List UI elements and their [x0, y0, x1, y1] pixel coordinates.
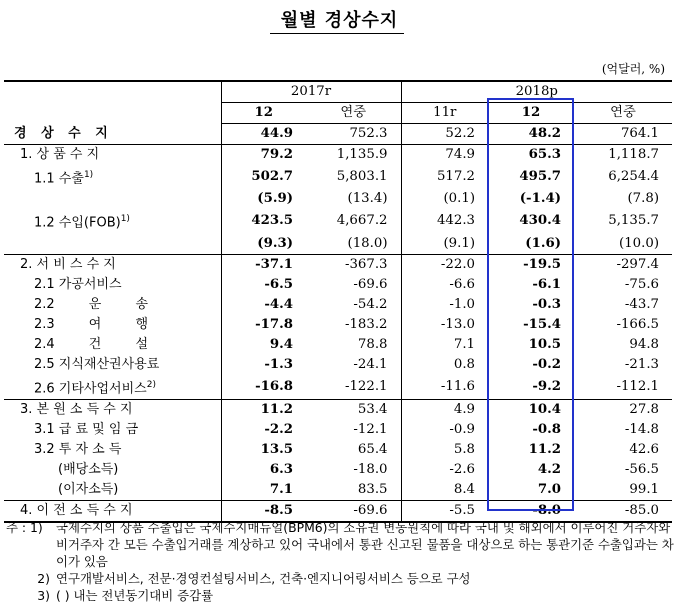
cell-value: -9.2: [532, 378, 562, 394]
table-row: [4, 189, 672, 209]
cell-value: -166.5: [616, 316, 660, 332]
cell-value: -54.2: [353, 296, 388, 312]
cell-value: 83.5: [357, 481, 388, 497]
table-row: [4, 399, 672, 420]
cell-value: 6.3: [221, 460, 306, 480]
cell-value: -15.4: [523, 316, 562, 332]
header-2017-12: 12: [221, 103, 306, 124]
row-label: [4, 234, 221, 255]
row-label: 2. 서 비 스 수 지: [4, 254, 221, 275]
cell-value: 10.4: [488, 399, 574, 420]
cell-value: -0.2: [532, 356, 562, 372]
cell-value: (-1.4): [519, 191, 562, 207]
cell-value: 52.2: [401, 124, 488, 145]
cell-value: 13.5: [221, 440, 306, 460]
cell-value: 442.3: [401, 209, 488, 233]
table-row: [4, 460, 672, 480]
table-row: [4, 335, 672, 355]
cell-value: -8.0: [488, 500, 574, 522]
cell-value: 10.5: [528, 336, 562, 352]
cell-value: 78.8: [357, 336, 388, 352]
cell-value: 423.5: [221, 209, 306, 233]
row-label: 2.2 운 송: [34, 296, 149, 312]
cell-value: -5.5: [401, 500, 488, 522]
cell-value: 4,667.2: [336, 213, 388, 229]
cell-value: -24.1: [353, 356, 388, 372]
cell-value: 6,254.4: [608, 169, 660, 185]
table-row: [4, 209, 672, 233]
table-row: [4, 355, 672, 375]
header-blank: [4, 81, 221, 124]
cell-value: -112.1: [616, 378, 660, 394]
cell-value: 99.1: [629, 481, 660, 497]
footnote-3-text: ( ) 내는 전년동기대비 증감률: [56, 588, 214, 603]
cell-value: -4.4: [221, 295, 306, 315]
row-label: (이자소득): [58, 481, 119, 497]
cell-value: 44.9: [221, 124, 306, 145]
cell-value: 430.4: [519, 213, 562, 229]
cell-value: (10.0): [619, 235, 660, 251]
cell-value: -183.2: [344, 316, 388, 332]
cell-value: -6.6: [401, 275, 488, 295]
cell-value: 94.8: [629, 336, 660, 352]
cell-value: 74.9: [401, 145, 488, 166]
footnote-2-text: 연구개발서비스, 전문·경영컨설팅서비스, 건축·엔지니어링서비스 등으로 구성: [56, 571, 471, 586]
row-label: 2.6 기타사업서비스$^{2)}$: [34, 379, 156, 396]
table-row: [4, 375, 672, 400]
cell-value: -18.0: [353, 461, 388, 477]
cell-value: 7.1: [221, 480, 306, 501]
cell-value: 5,135.7: [608, 213, 660, 229]
cell-value: 27.8: [574, 399, 672, 420]
cell-value: 79.2: [221, 145, 306, 166]
cell-value: -0.9: [401, 420, 488, 440]
current-account-table: [4, 80, 672, 523]
header-year-2017: 2017r: [221, 81, 401, 103]
cell-value: 7.0: [537, 481, 562, 497]
table-row: [4, 165, 672, 189]
cell-value: -69.6: [306, 500, 401, 522]
footnote-1: [6, 519, 674, 570]
row-label: 3.2 투 자 소 득: [34, 441, 122, 457]
footnote-1-marker: 주 : 1): [6, 520, 43, 535]
cell-value: -85.0: [574, 500, 672, 522]
cell-value: -0.8: [532, 421, 562, 437]
table-row: [4, 234, 672, 255]
cell-value: 65.4: [357, 441, 388, 457]
page-title: 월별 경상수지: [280, 10, 399, 31]
table-row: [4, 254, 672, 275]
row-label: 2.4 건 설: [34, 336, 149, 352]
row-label: 1.1 수출$^{1)}$: [34, 170, 94, 187]
cell-value: 1,135.9: [306, 145, 401, 166]
cell-value: -75.6: [624, 276, 660, 292]
table-row: [4, 275, 672, 295]
cell-value: -17.8: [221, 315, 306, 335]
cell-value: 48.2: [528, 126, 562, 141]
cell-value: 1,118.7: [574, 145, 672, 166]
cell-value: 42.6: [629, 441, 660, 457]
header-year-2018: 2018p: [401, 81, 672, 103]
header-2017-year: 연중: [306, 103, 401, 124]
cell-value: -12.1: [353, 421, 388, 437]
cell-value: 0.8: [401, 355, 488, 375]
cell-value: (9.3): [221, 234, 306, 255]
cell-value: -13.0: [401, 315, 488, 335]
footnote-3: [6, 587, 674, 604]
cell-value: (1.6): [525, 235, 562, 251]
cell-value: -37.1: [221, 254, 306, 275]
row-label: 2.5 지식재산권사용료: [34, 356, 160, 372]
cell-value: 495.7: [519, 169, 562, 185]
row-label: 1.2 수입(FOB)$^{1)}$: [34, 214, 130, 231]
cell-value: 517.2: [401, 165, 488, 189]
table-row: [4, 480, 672, 501]
cell-value: -297.4: [574, 254, 672, 275]
cell-value: -16.8: [221, 375, 306, 400]
header-2018-11: 11r: [401, 103, 488, 124]
table-row: [4, 440, 672, 460]
cell-value: 11.2: [221, 399, 306, 420]
cell-value: 5.8: [401, 440, 488, 460]
cell-value: (13.4): [347, 191, 388, 207]
table-row: [4, 420, 672, 440]
cell-value: 65.3: [488, 145, 574, 166]
cell-value: 11.2: [528, 441, 562, 457]
cell-value: -367.3: [306, 254, 401, 275]
cell-value: (0.1): [401, 189, 488, 209]
cell-value: -43.7: [624, 296, 660, 312]
footnote-2: [6, 570, 674, 587]
row-label: 2.3 여 행: [34, 316, 149, 332]
cell-value: (7.8): [627, 191, 660, 207]
cell-value: 764.1: [620, 126, 660, 141]
table-row: [4, 295, 672, 315]
unit-label: (억달러, %): [601, 62, 665, 76]
cell-value: -1.0: [401, 295, 488, 315]
cell-value: 4.9: [401, 399, 488, 420]
cell-value: -1.3: [221, 355, 306, 375]
row-label: 경 상 수 지: [14, 125, 113, 141]
table-row: [4, 124, 672, 145]
cell-value: -2.2: [221, 420, 306, 440]
cell-value: -11.6: [401, 375, 488, 400]
cell-value: (18.0): [347, 235, 388, 251]
cell-value: 7.1: [401, 335, 488, 355]
title-underline: [270, 33, 404, 34]
cell-value: -8.5: [221, 500, 306, 522]
cell-value: -6.5: [221, 275, 306, 295]
row-label: (배당소득): [58, 461, 119, 477]
cell-value: -122.1: [344, 378, 388, 394]
row-label: 3. 본 원 소 득 수 지: [4, 399, 221, 420]
footnote-3-marker: 3): [37, 588, 50, 603]
cell-value: -14.8: [624, 421, 660, 437]
cell-value: -22.0: [401, 254, 488, 275]
cell-value: 752.3: [349, 126, 388, 141]
table-row: [4, 315, 672, 335]
header-2018-year: 연중: [574, 103, 672, 124]
row-label: [4, 189, 221, 209]
row-label: 2.1 가공서비스: [34, 276, 122, 292]
cell-value: 5,803.1: [336, 169, 388, 185]
cell-value: -0.3: [532, 296, 562, 312]
cell-value: 4.2: [537, 461, 562, 477]
footnote-1-text: 국제수지의 상품 수출입은 국제수지매뉴얼(BPM6)의 소유권 변동원칙에 따라 국내 및 해외에서 이루어진 거주자와 비거주자 간 모든 수출입거래를 계상하고 있어 국내에서 통관 신고된 물품을 대상으로 하는 통관기준 수출입과는 차이가 있음: [56, 520, 674, 569]
cell-value: 502.7: [221, 165, 306, 189]
cell-value: -19.5: [488, 254, 574, 275]
table-row: [4, 145, 672, 166]
cell-value: -56.5: [624, 461, 660, 477]
cell-value: 53.4: [306, 399, 401, 420]
cell-value: -6.1: [532, 276, 562, 292]
row-label: 1. 상 품 수 지: [4, 145, 221, 166]
cell-value: (9.1): [401, 234, 488, 255]
footnotes: [6, 519, 674, 604]
footnote-2-marker: 2): [37, 571, 50, 586]
cell-value: -2.6: [401, 460, 488, 480]
row-label: 4. 이 전 소 득 수 지: [4, 500, 221, 522]
cell-value: -69.6: [353, 276, 388, 292]
row-label: 3.1 급 료 및 임 금: [34, 421, 139, 437]
cell-value: -21.3: [624, 356, 660, 372]
cell-value: 9.4: [221, 335, 306, 355]
cell-value: 8.4: [401, 480, 488, 501]
header-2018-12: 12: [488, 103, 574, 124]
cell-value: (5.9): [221, 189, 306, 209]
